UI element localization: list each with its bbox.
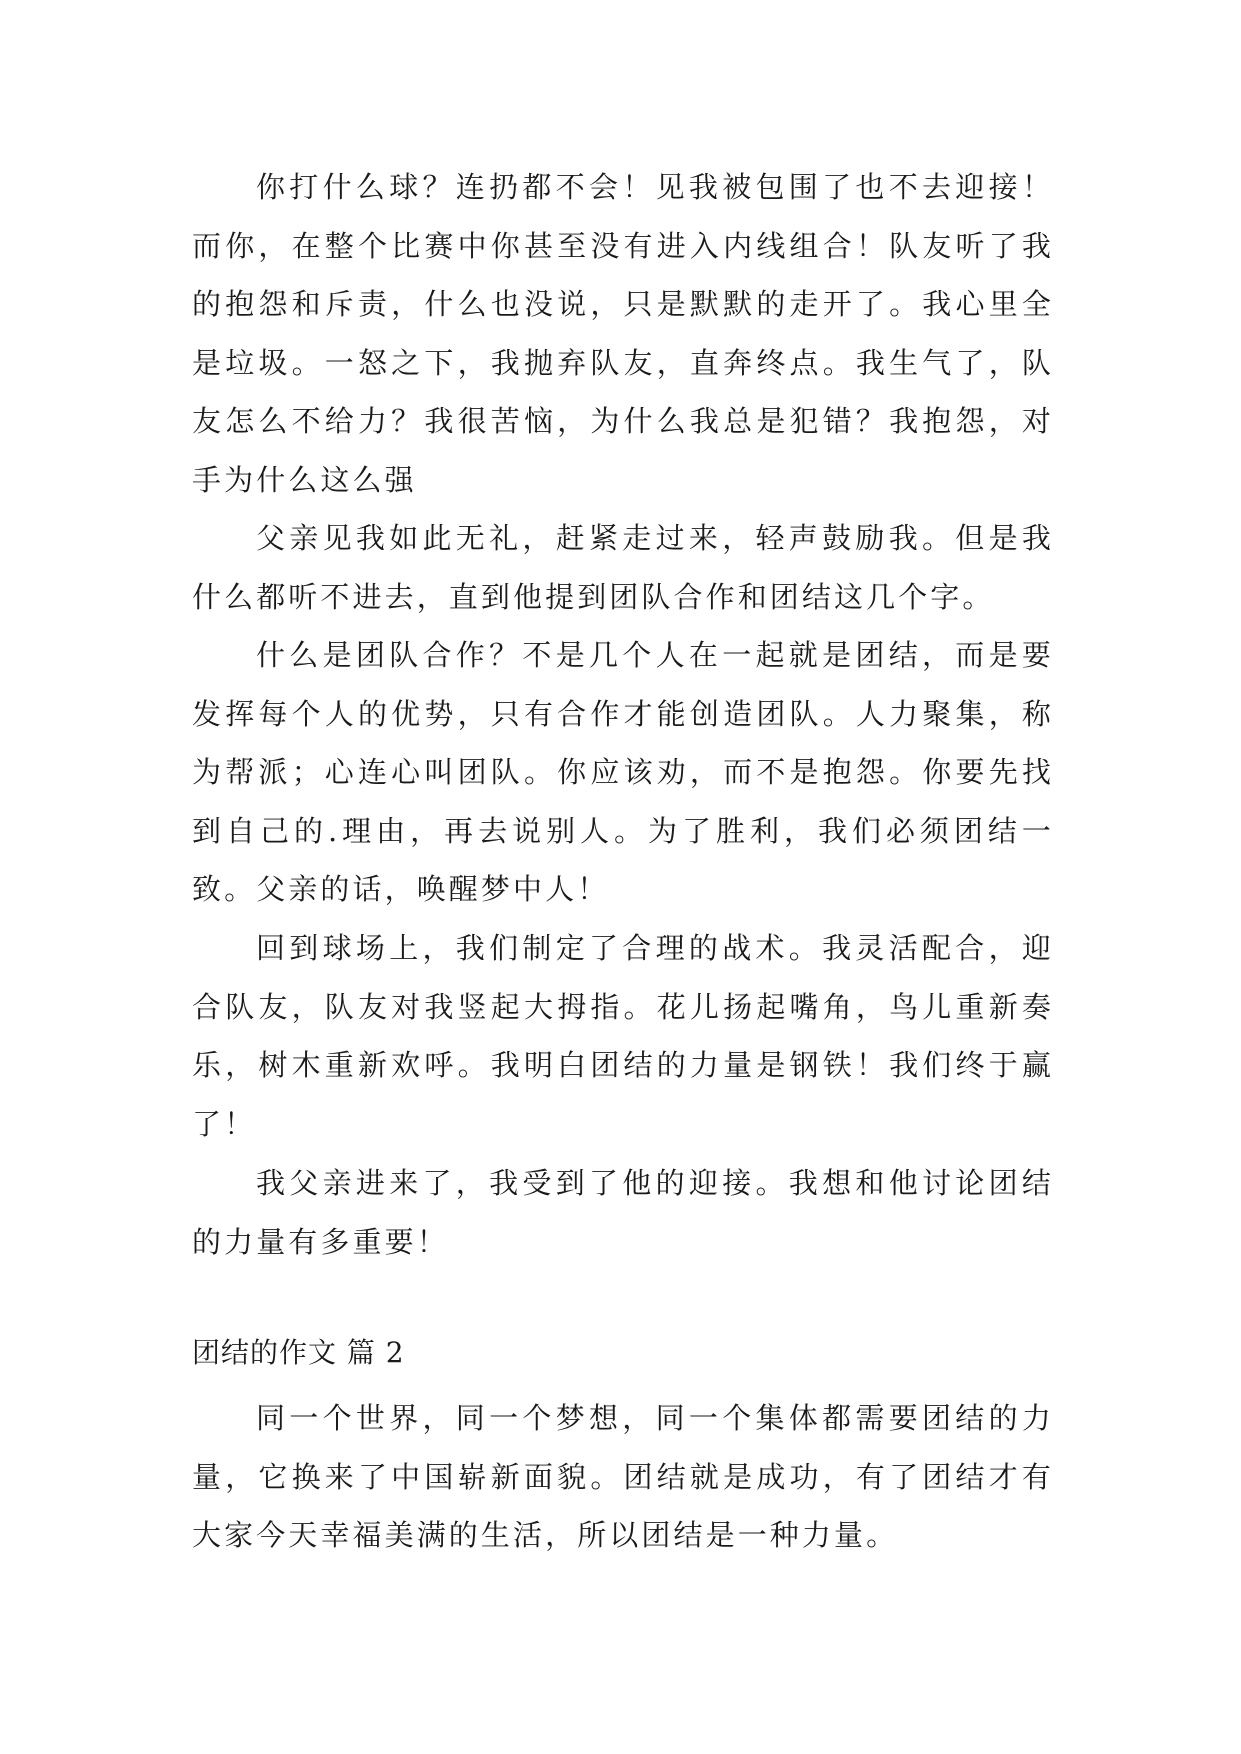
paragraph: 回到球场上，我们制定了合理的战术。我灵活配合，迎合队友，队友对我竖起大拇指。花儿扬起嘴角，鸟儿重新奏乐，树木重新欢呼。我明白团结的力量是钢铁！我们终于赢了！	[192, 931, 1054, 1141]
paragraph: 你打什么球？连扔都不会！见我被包围了也不去迎接！而你，在整个比赛中你甚至没有进入内线组合！队友听了我的抱怨和斥责，什么也没说，只是默默的走开了。我心里全是垃圾。一怒之下，我抛弃队友，直奔终点。我生气了，队友怎么不给力？我很苦恼，为什么我总是犯错？我抱怨，对手为什么这么强	[192, 170, 1054, 497]
paragraph: 父亲见我如此无礼，赶紧走过来，轻声鼓励我。但是我什么都听不进去，直到他提到团队合作和团结这几个字。	[192, 521, 1054, 614]
section-heading: 团结的作文 篇 2	[192, 1336, 405, 1369]
paragraph: 同一个世界，同一个梦想，同一个集体都需要团结的力量，它换来了中国崭新面貌。团结就是成功，有了团结才有大家今天幸福美满的生活，所以团结是一种力量。	[192, 1401, 1054, 1553]
paragraph: 我父亲进来了，我受到了他的迎接。我想和他讨论团结的力量有多重要！	[192, 1166, 1054, 1259]
paragraph: 什么是团队合作？不是几个人在一起就是团结，而是要发挥每个人的优势，只有合作才能创造团队。人力聚集，称为帮派；心连心叫团队。你应该劝，而不是抱怨。你要先找到自己的.理由，再去说别人。为了胜利，我们必须团结一致。父亲的话，唤醒梦中人！	[192, 638, 1054, 907]
